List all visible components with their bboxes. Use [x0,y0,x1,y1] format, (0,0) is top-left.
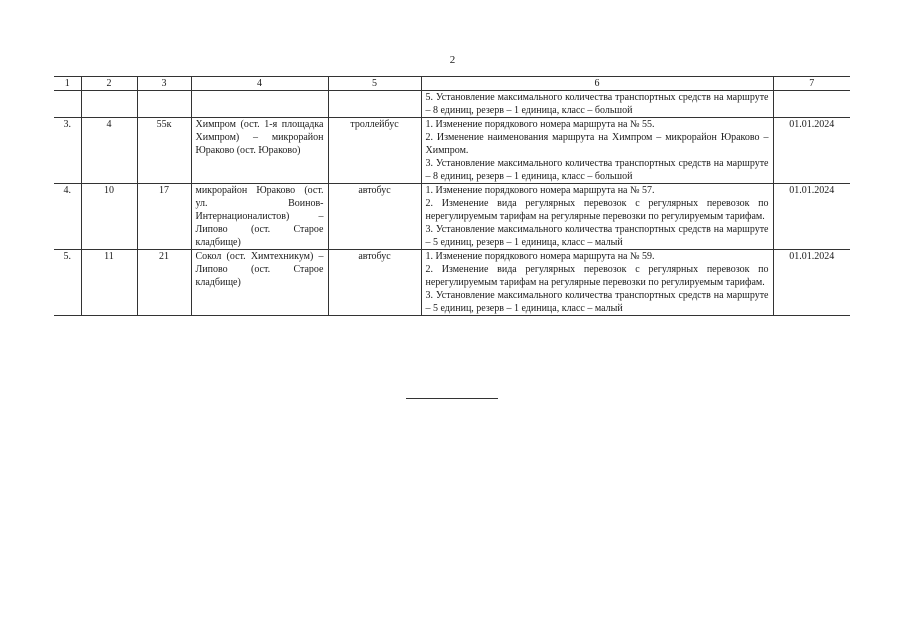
transport-type: автобус [328,184,421,250]
change-item: 2. Изменение вида регулярных перевозок с регулярных перевозок по нерегулируемым тарифам на регулярные перевозки по регулируемым тарифам. [425,198,769,222]
route-path: Сокол (ост. Химтехникум) – Липово (ост. Старое кладбище) [191,250,328,316]
table-row [54,184,850,250]
row-number: 4. [54,184,81,250]
end-of-document-line [406,398,498,399]
column-header: 7 [773,77,850,91]
change-item: 3. Установление максимального количества транспортных средств на маршруте – 5 единиц, резерв – 1 единица, класс – малый [425,290,769,314]
change-item: 1. Изменение порядкового номера маршрута на № 55. [425,119,655,130]
column-header: 2 [81,77,137,91]
changes-cell [421,91,773,118]
route-number: 21 [137,250,191,316]
effective-date: 01.01.2024 [773,184,850,250]
transport-type: автобус [328,250,421,316]
row-number: 5. [54,250,81,316]
changes-cell [421,250,773,316]
table-row [54,250,850,316]
order-number: 11 [81,250,137,316]
transport-type: троллейбус [328,118,421,184]
changes-cell [421,118,773,184]
change-item: 1. Изменение порядкового номера маршрута на № 57. [425,185,655,196]
change-item: 3. Установление максимального количества транспортных средств на маршруте – 8 единиц, резерв – 1 единица, класс – большой [425,158,769,182]
table-row [54,91,850,118]
change-item: 5. Установление максимального количества транспортных средств на маршруте – 8 единиц, резерв – 1 единица, класс – большой [425,92,769,116]
order-number: 4 [81,118,137,184]
column-header: 3 [137,77,191,91]
route-path: Химпром (ост. 1-я площадка Химпром) – микрорайон Юраково (ост. Юраково) [191,118,328,184]
change-item: 3. Установление максимального количества транспортных средств на маршруте – 5 единиц, резерв – 1 единица, класс – малый [425,224,769,248]
changes-cell [421,184,773,250]
column-header: 5 [328,77,421,91]
change-item: 1. Изменение порядкового номера маршрута на № 59. [425,251,655,262]
route-number: 17 [137,184,191,250]
change-item: 2. Изменение наименования маршрута на Химпром – микрорайон Юраково – Химпром. [425,132,769,156]
column-header: 6 [421,77,773,91]
effective-date: 01.01.2024 [773,118,850,184]
order-number: 10 [81,184,137,250]
table-row [54,118,850,184]
change-item: 2. Изменение вида регулярных перевозок с регулярных перевозок по нерегулируемым тарифам на регулярные перевозки по регулируемым тарифам. [425,264,769,288]
page-number: 2 [449,54,456,66]
row-number: 3. [54,118,81,184]
route-path: микрорайон Юраково (ост. ул. Воинов-Интернационалистов) – Липово (ост. Старое кладбище) [191,184,328,250]
routes-table [54,76,850,316]
effective-date: 01.01.2024 [773,250,850,316]
column-header: 4 [191,77,328,91]
header-row [54,77,850,91]
route-number: 55к [137,118,191,184]
column-header: 1 [54,77,81,91]
